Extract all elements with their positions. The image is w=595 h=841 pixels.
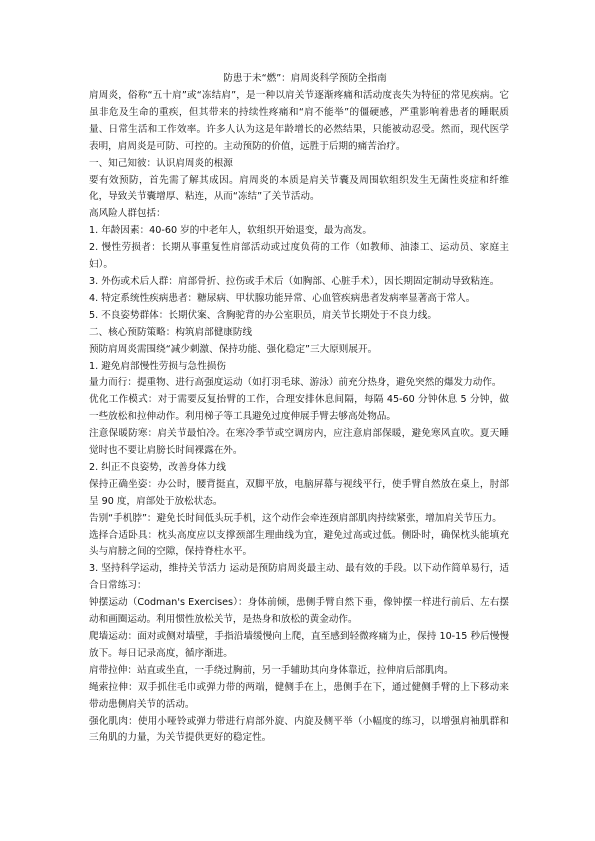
document-paragraph: 告别“手机脖”：避免长时间低头玩手机，这个动作会牵连颈肩部肌肉持续紧张，增加肩关节压力。 bbox=[89, 512, 502, 524]
document-paragraph: 4. 特定系统性疾病患者：糖尿病、甲状腺功能异常、心血管疾病患者发病率显著高于常人。 bbox=[89, 292, 476, 304]
document-paragraph: 1. 避免肩部慢性劳损与急性损伤 bbox=[89, 360, 226, 372]
document-paragraph: 优化工作模式：对于需要反复抬臂的工作，合理安排休息间隔，每隔 45-60 分钟休息 5 分钟，做一些放松和拉伸动作。利用梯子等工具避免过度伸展手臂去够高处物品。 bbox=[89, 394, 509, 423]
document-paragraph: 2. 纠正不良姿势，改善身体力线 bbox=[89, 461, 226, 473]
document-paragraph: 5. 不良姿势群体：长期伏案、含胸驼背的办公室职员，肩关节长期处于不良力线。 bbox=[89, 309, 437, 321]
document-paragraph: 高风险人群包括： bbox=[89, 208, 166, 220]
document-paragraph: 绳索拉伸：双手抓住毛巾或弹力带的两端，健侧手在上，患侧手在下，通过健侧手臂的上下移动来带动患侧肩关节的活动。 bbox=[89, 681, 509, 710]
document-body bbox=[89, 88, 509, 747]
document-paragraph: 3. 外伤或术后人群：肩部骨折、拉伤或手术后（如胸部、心脏手术），因长期固定制动导致粘连。 bbox=[89, 275, 500, 287]
document-paragraph: 选择合适卧具：枕头高度应以支撑颈部生理曲线为宜，避免过高或过低。侧卧时，确保枕头能填充头与肩膀之间的空隙，保持脊柱水平。 bbox=[89, 529, 509, 558]
document-paragraph: 注意保暖防寒：肩关节最怕冷。在寒冷季节或空调房内，应注意肩部保暖，避免寒风直吹。夏天睡觉时也不要让肩膀长时间裸露在外。 bbox=[89, 428, 509, 457]
document-paragraph: 钟摆运动（Codman's Exercises）：身体前倾，患侧手臂自然下垂，像钟摆一样进行前后、左右摆动和画圈运动。利用惯性放松关节，是热身和放松的黄金动作。 bbox=[89, 597, 509, 626]
document-paragraph: 量力而行：提重物、进行高强度运动（如打羽毛球、游泳）前充分热身，避免突然的爆发力动作。 bbox=[89, 377, 502, 389]
document-page bbox=[89, 71, 509, 747]
document-paragraph: 二、核心预防策略：构筑肩部健康防线 bbox=[89, 326, 253, 338]
document-paragraph: 2. 慢性劳损者：长期从事重复性肩部活动或过度负荷的工作（如教师、油漆工、运动员、家庭主妇）。 bbox=[89, 242, 509, 271]
document-paragraph: 强化肌肉：使用小哑铃或弹力带进行肩部外旋、内旋及侧平举（小幅度的练习，以增强肩袖肌群和三角肌的力量，为关节提供更好的稳定性。 bbox=[89, 715, 509, 744]
document-paragraph: 一、知己知彼：认识肩周炎的根源 bbox=[89, 157, 233, 169]
document-title: 防患于未“燃”：肩周炎科学预防全指南 bbox=[223, 73, 387, 84]
document-paragraph: 预防肩周炎需围绕“减少刺激、保持功能、强化稳定”三大原则展开。 bbox=[89, 343, 378, 355]
document-paragraph: 保持正确坐姿：办公时，腰背挺直，双脚平放，电脑屏幕与视线平行，使手臂自然放在桌上，肘部呈 90 度，肩部处于放松状态。 bbox=[89, 478, 509, 507]
document-paragraph: 3. 坚持科学运动，维持关节活力 运动是预防肩周炎最主动、最有效的手段。以下动作简单易行，适合日常练习： bbox=[89, 563, 509, 592]
document-paragraph: 肩周炎，俗称“五十肩”或“冻结肩”，是一种以肩关节逐渐疼痛和活动度丧失为特征的常见疾病。它虽非危及生命的重疾，但其带来的持续性疼痛和“肩不能举”的僵硬感，严重影响着患者的睡眠质量、日常生活和工作效率。许多人认为这是年龄增长的必然结果，只能被动忍受。然而，现代医学表明，肩周炎是可防、可控的。主动预防的价值，远胜于后期的痛苦治疗。 bbox=[89, 90, 509, 152]
document-paragraph: 肩带拉伸：站直或坐直，一手绕过胸前，另一手辅助其向身体靠近，拉伸肩后部肌肉。 bbox=[89, 664, 454, 676]
document-paragraph: 要有效预防，首先需了解其成因。肩周炎的本质是肩关节囊及周围软组织发生无菌性炎症和纤维化，导致关节囊增厚、粘连，从而“冻结”了关节活动。 bbox=[89, 174, 509, 203]
document-paragraph: 爬墙运动：面对或侧对墙壁，手指沿墙缓慢向上爬，直至感到轻微疼痛为止，保持 10-15 秒后慢慢放下。每日记录高度，循序渐进。 bbox=[89, 631, 509, 659]
document-paragraph: 1. 年龄因素：40-60 岁的中老年人，软组织开始退变，最为高发。 bbox=[89, 225, 372, 237]
